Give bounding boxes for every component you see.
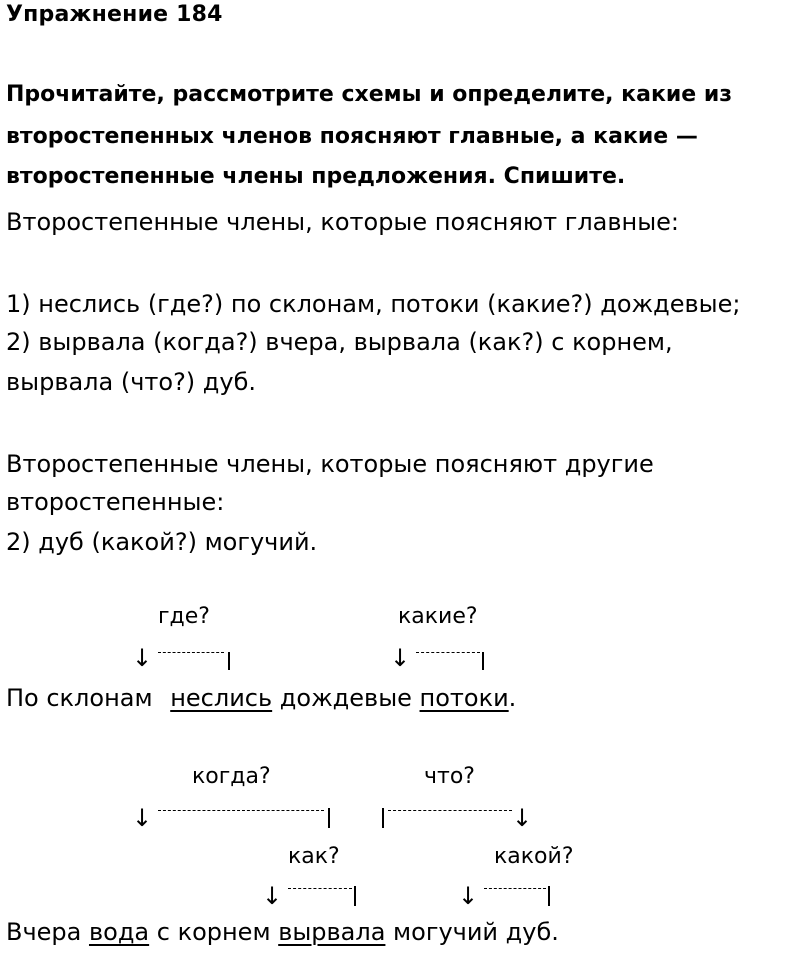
dashed-connector — [158, 652, 224, 653]
question-gde: где? — [158, 604, 210, 629]
other-heading-line-1: Второстепенные члены, которые поясняют другие — [6, 450, 654, 478]
exercise-title: Упражнение 184 — [6, 2, 223, 27]
question-chto: что? — [424, 764, 475, 789]
main-item-1: 1) неслись (где?) по склонам, потоки (какие?) дождевые; — [6, 290, 741, 318]
connector-bar — [354, 886, 356, 906]
task-line-1: Прочитайте, рассмотрите схемы и определите, какие из — [6, 82, 733, 107]
word: с корнем — [149, 918, 279, 946]
scheme-2-sentence — [6, 918, 559, 946]
subject-word: вода — [88, 918, 150, 946]
dashed-connector — [484, 888, 546, 889]
predicate-word: неслись — [170, 684, 273, 712]
question-kogda: когда? — [192, 764, 271, 789]
dashed-connector — [388, 810, 512, 811]
main-item-3: вырвала (что?) дуб. — [6, 368, 257, 396]
arrow-down-icon: ↓ — [132, 644, 153, 672]
main-heading: Второстепенные члены, которые поясняют главные: — [6, 208, 680, 236]
subject-word: потоки — [419, 684, 509, 712]
connector-bar — [228, 652, 230, 670]
word: По склонам — [6, 684, 161, 712]
arrow-down-icon: ↓ — [512, 804, 533, 832]
question-kakoy: какой? — [494, 844, 574, 869]
word: могучий дуб. — [385, 918, 559, 946]
scheme-1-sentence — [6, 684, 516, 712]
arrow-down-icon: ↓ — [458, 882, 479, 910]
question-kak: как? — [288, 844, 340, 869]
arrow-down-icon: ↓ — [390, 644, 411, 672]
connector-bar — [548, 886, 550, 906]
task-line-2: второстепенных членов поясняют главные, а какие — — [6, 124, 698, 149]
question-kakie: какие? — [398, 604, 478, 629]
dashed-connector — [158, 810, 324, 811]
arrow-down-icon: ↓ — [262, 882, 283, 910]
word: дождевые — [272, 684, 420, 712]
connector-bar — [382, 808, 384, 828]
other-heading-line-2: второстепенные: — [6, 488, 225, 516]
arrow-down-icon: ↓ — [132, 804, 153, 832]
connector-bar — [328, 808, 330, 828]
predicate-word: вырвала — [278, 918, 386, 946]
other-item-1: 2) дуб (какой?) могучий. — [6, 528, 318, 556]
main-item-2: 2) вырвала (когда?) вчера, вырвала (как?) с корнем, — [6, 328, 673, 356]
word: Вчера — [6, 918, 89, 946]
connector-bar — [482, 652, 484, 670]
dashed-connector — [416, 652, 480, 653]
task-line-3: второстепенные члены предложения. Спишите. — [6, 164, 626, 189]
word: . — [508, 684, 517, 712]
dashed-connector — [288, 888, 352, 889]
